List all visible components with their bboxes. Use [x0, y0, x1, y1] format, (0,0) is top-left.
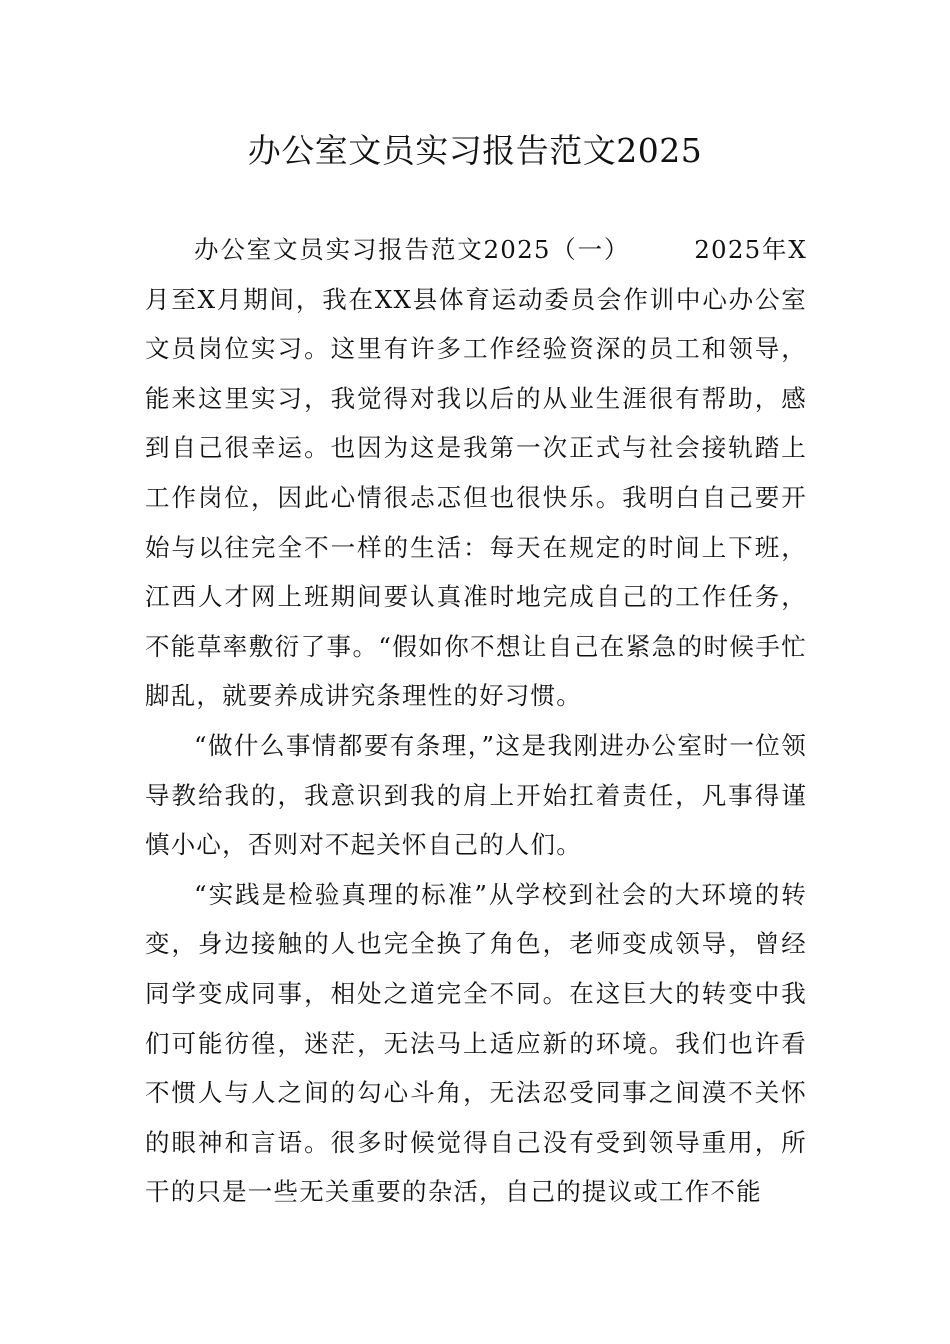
paragraph-3: “实践是检验真理的标准”从学校到社会的大环境的转变，身边接触的人也完全换了角色，老师变成领导，曾经同学变成同事，相处之道完全不同。在这巨大的转变中我们可能彷徨，迷茫，无法马上适应新的环境。我们也许看不惯人与人之间的勾心斗角，无法忍受同事之间漠不关怀的眼神和言语。很多时候觉得自己没有受到领导重用，所干的只是一些无关重要的杂活，自己的提议或工作不能	[145, 879, 807, 1207]
document-title: 办公室文员实习报告范文2025	[247, 131, 703, 170]
document-body	[145, 225, 807, 1217]
paragraph-2: “做什么事情都要有条理，”这是我刚进办公室时一位领导教给我的，我意识到我的肩上开始扛着责任，凡事得谨慎小心，否则对不起关怀自己的人们。	[145, 730, 807, 860]
section-heading: 办公室文员实习报告范文2025（一）	[194, 235, 631, 264]
paragraph-1	[145, 225, 807, 721]
paragraph-1-text: 2025年X月至X月期间，我在XX县体育运动委员会作训中心办公室文员岗位实习。这里有许多工作经验资深的员工和领导，能来这里实习，我觉得对我以后的从业生涯很有帮助，感到自己很幸运。也因为这是我第一次正式与社会接轨踏上工作岗位，因此心情很忐忑但也很快乐。我明白自己要开始与以往完全不一样的生活：每天在规定的时间上下班，江西人才网上班期间要认真准时地完成自己的工作任务，不能草率敷衍了事。“假如你不想让自己在紧急的时候手忙脚乱，就要养成讲究条理性的好习惯。	[145, 235, 807, 711]
